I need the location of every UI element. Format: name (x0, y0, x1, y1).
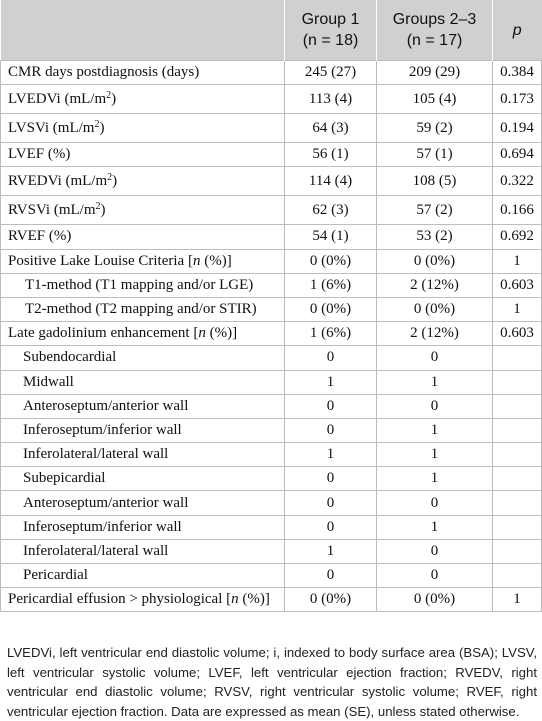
row-label-text: LVSVi (mL/m (8, 119, 95, 136)
row-label (1, 143, 285, 167)
groups23-value: 2 (12%) (377, 273, 493, 297)
p-value (493, 515, 542, 539)
row-label-text: Late gadolinium enhancement [ (8, 325, 199, 342)
group1-value: 1 (6%) (285, 322, 377, 346)
group1-value: 0 (285, 564, 377, 588)
row-label (1, 539, 285, 563)
group1-value: 0 (285, 394, 377, 418)
group1-value: 114 (4) (285, 167, 377, 196)
row-label-text: Positive Lake Louise Criteria [ (8, 252, 193, 269)
row-label-end: (%)] (205, 325, 238, 342)
row-label-text: RVSVi (mL/m (8, 201, 96, 218)
groups23-value: 0 (377, 394, 493, 418)
table-row (1, 515, 542, 539)
row-label (1, 225, 285, 249)
table-row (1, 143, 542, 167)
p-value (493, 564, 542, 588)
row-label-end: ) (112, 172, 118, 189)
p-value (493, 443, 542, 467)
row-label-text: Anteroseptum/anterior wall (23, 397, 189, 414)
group1-value: 0 (0%) (285, 297, 377, 321)
row-label (1, 273, 285, 297)
row-label (1, 564, 285, 588)
row-label (1, 196, 285, 225)
row-label-text: Inferoseptum/inferior wall (23, 421, 182, 438)
group1-value: 1 (285, 539, 377, 563)
header-groups23-n: (n = 17) (406, 32, 463, 49)
row-label (1, 588, 285, 612)
table-row (1, 443, 542, 467)
table-row (1, 370, 542, 394)
group1-value: 1 (285, 443, 377, 467)
table-row (1, 196, 542, 225)
group1-value: 0 (0%) (285, 249, 377, 273)
row-label-text: Midwall (23, 373, 74, 390)
group1-value: 245 (27) (285, 61, 377, 85)
row-label-text: CMR days postdiagnosis (days) (8, 64, 200, 81)
row-label-text: RVEDVi (mL/m (8, 172, 108, 189)
groups23-value: 0 (0%) (377, 249, 493, 273)
table-row (1, 467, 542, 491)
group1-value: 56 (1) (285, 143, 377, 167)
groups23-value: 57 (2) (377, 196, 493, 225)
header-label-column (1, 0, 285, 61)
header-p-label: p (512, 21, 522, 39)
row-label-text: RVEF (%) (8, 228, 72, 245)
p-value (493, 346, 542, 370)
row-label (1, 370, 285, 394)
groups23-value: 1 (377, 418, 493, 442)
row-label-text: LVEDVi (mL/m (8, 90, 107, 107)
groups23-value: 0 (0%) (377, 297, 493, 321)
table-row (1, 491, 542, 515)
p-value (493, 491, 542, 515)
table-row (1, 588, 542, 612)
p-value: 1 (493, 249, 542, 273)
table-header-row (1, 0, 542, 61)
group1-value: 0 (285, 515, 377, 539)
groups23-value: 0 (377, 346, 493, 370)
row-label-text: Pericardial effusion > physiological [ (8, 591, 232, 608)
row-label-superscript: 2 (107, 171, 113, 183)
group1-value: 54 (1) (285, 225, 377, 249)
row-label-text: T1-method (T1 mapping and/or LGE) (25, 276, 254, 293)
p-value (493, 370, 542, 394)
table-row (1, 394, 542, 418)
row-label-end: ) (99, 119, 105, 136)
table-row (1, 114, 542, 143)
groups23-value: 209 (29) (377, 61, 493, 85)
groups23-value: 0 (377, 491, 493, 515)
p-value: 0.322 (493, 167, 542, 196)
group1-value: 0 (285, 491, 377, 515)
row-label-text: LVEF (%) (8, 146, 71, 163)
group1-value: 1 (6%) (285, 273, 377, 297)
group1-value: 0 (0%) (285, 588, 377, 612)
p-value: 1 (493, 297, 542, 321)
row-label-text: Pericardial (23, 567, 88, 584)
row-label-superscript: 2 (106, 89, 112, 101)
row-label-text: Anteroseptum/anterior wall (23, 494, 189, 511)
row-label-superscript: 2 (95, 200, 101, 212)
row-label-end: (%)] (200, 252, 232, 269)
table-footnote: LVEDVi, left ventricular end diastolic volume; i, indexed to body surface area (BSA); LVSV, left ventricular systolic volume; LVEF, left ventricular ejection fraction; RVEDV, right ventricular end diastolic volume; RVSV, right ventricular systolic volume; RVEF, right ventricular ejection fraction. Data are expressed as mean (SE), unless stated otherwise. (7, 645, 537, 719)
p-value: 0.692 (493, 225, 542, 249)
groups23-value: 105 (4) (377, 85, 493, 114)
p-value: 0.603 (493, 322, 542, 346)
row-label (1, 515, 285, 539)
p-value (493, 539, 542, 563)
row-label-italic: n (198, 325, 206, 342)
group1-value: 113 (4) (285, 85, 377, 114)
row-label (1, 61, 285, 85)
group1-value: 0 (285, 467, 377, 491)
row-label-superscript: 2 (94, 118, 100, 130)
header-groups23-title: Groups 2–3 (392, 11, 477, 28)
p-value: 0.384 (493, 61, 542, 85)
row-label (1, 85, 285, 114)
p-value (493, 394, 542, 418)
row-label (1, 443, 285, 467)
row-label-italic: n (231, 591, 239, 608)
groups23-value: 0 (377, 564, 493, 588)
group1-value: 0 (285, 418, 377, 442)
table-row (1, 85, 542, 114)
group1-value: 62 (3) (285, 196, 377, 225)
p-value: 0.194 (493, 114, 542, 143)
groups23-value: 57 (1) (377, 143, 493, 167)
row-label-text: Subendocardial (23, 349, 117, 366)
groups23-value: 1 (377, 370, 493, 394)
row-label-end: (%)] (238, 591, 270, 608)
p-value (493, 467, 542, 491)
table-row (1, 322, 542, 346)
row-label (1, 418, 285, 442)
row-label (1, 297, 285, 321)
groups23-value: 59 (2) (377, 114, 493, 143)
groups23-value: 0 (0%) (377, 588, 493, 612)
table-row (1, 297, 542, 321)
row-label (1, 167, 285, 196)
header-p-value (493, 0, 542, 61)
row-label-text: Inferolateral/lateral wall (23, 542, 169, 559)
group1-value: 0 (285, 346, 377, 370)
table-row (1, 225, 542, 249)
p-value: 0.173 (493, 85, 542, 114)
row-label-italic: n (192, 252, 201, 269)
row-label (1, 394, 285, 418)
groups23-value: 2 (12%) (377, 322, 493, 346)
row-label (1, 491, 285, 515)
table-row (1, 249, 542, 273)
row-label-text: Inferolateral/lateral wall (23, 446, 169, 463)
groups23-value: 1 (377, 515, 493, 539)
table-row (1, 346, 542, 370)
row-label (1, 114, 285, 143)
groups23-value: 0 (377, 539, 493, 563)
groups23-value: 1 (377, 443, 493, 467)
row-label-text: Subepicardial (23, 470, 106, 487)
p-value (493, 418, 542, 442)
p-value: 0.166 (493, 196, 542, 225)
row-label (1, 249, 285, 273)
header-group1-n: (n = 18) (302, 32, 359, 49)
table-row (1, 564, 542, 588)
row-label-end: ) (100, 201, 106, 218)
header-groups23 (377, 0, 493, 61)
row-label (1, 346, 285, 370)
row-label-text: T2-method (T2 mapping and/or STIR) (25, 301, 257, 318)
row-label (1, 322, 285, 346)
row-label-end: ) (111, 90, 117, 107)
p-value: 0.603 (493, 273, 542, 297)
table-row (1, 61, 542, 85)
table-row (1, 273, 542, 297)
group1-value: 1 (285, 370, 377, 394)
table-row (1, 418, 542, 442)
groups23-value: 1 (377, 467, 493, 491)
row-label (1, 467, 285, 491)
p-value: 0.694 (493, 143, 542, 167)
row-label-text: Inferoseptum/inferior wall (23, 518, 182, 535)
groups23-value: 108 (5) (377, 167, 493, 196)
p-value: 1 (493, 588, 542, 612)
header-group1 (285, 0, 377, 61)
table-row (1, 167, 542, 196)
header-group1-title: Group 1 (301, 11, 360, 28)
groups23-value: 53 (2) (377, 225, 493, 249)
group1-value: 64 (3) (285, 114, 377, 143)
table-row (1, 539, 542, 563)
